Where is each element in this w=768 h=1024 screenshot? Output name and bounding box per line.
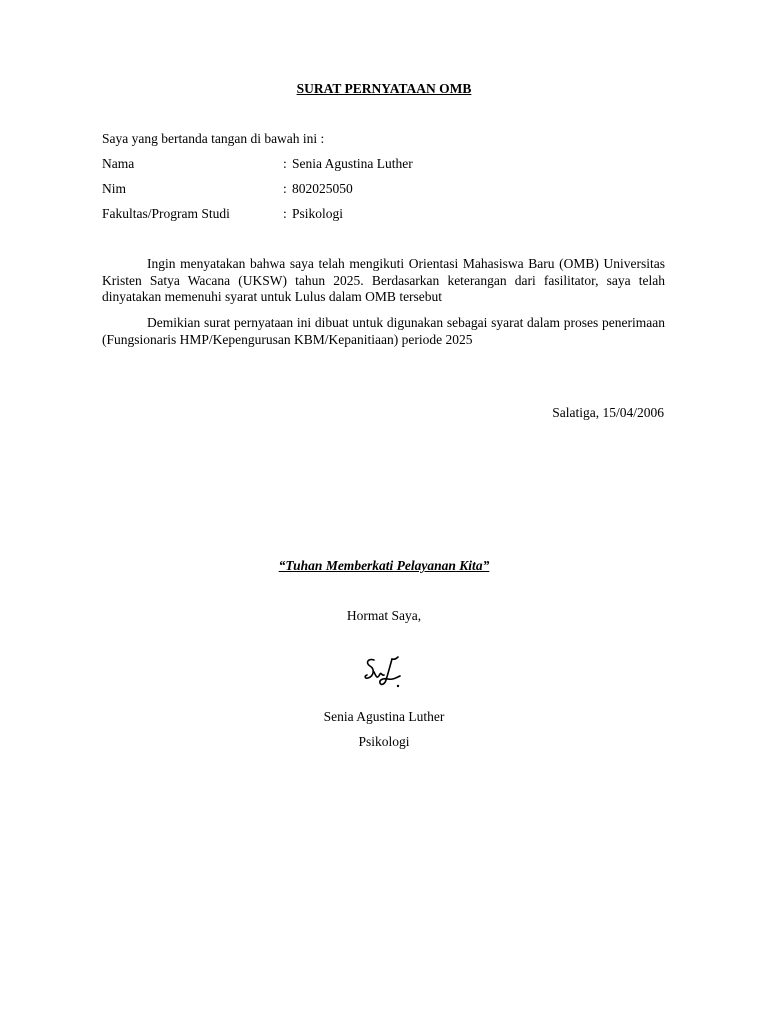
closing-paragraph: Demikian surat pernyataan ini dibuat untuk digunakan sebagai syarat dalam proses penerimaan (Fungsionaris HMP/Kepengurusan KBM/Kepanitiaan) periode 2025 xyxy=(102,315,665,347)
field-row-nama xyxy=(102,156,662,172)
field-label: Nama xyxy=(102,156,135,171)
field-value: Psikologi xyxy=(292,206,344,221)
motto: “Tuhan Memberkati Pelayanan Kita” xyxy=(278,558,490,573)
statement-paragraph: Ingin menyatakan bahwa saya telah mengikuti Orientasi Mahasiswa Baru (OMB) Universitas Kristen Satya Wacana (UKSW) tahun 2025. Berdasarkan keterangan dari fasilitator, saya telah dinyatakan memenuhi syarat untuk Lulus dalam OMB tersebut xyxy=(102,256,665,304)
field-colon: : xyxy=(283,156,287,171)
field-value: 802025050 xyxy=(292,181,353,196)
field-colon: : xyxy=(283,181,287,196)
field-label: Fakultas/Program Studi xyxy=(102,206,230,221)
document-title: SURAT PERNYATAAN OMB xyxy=(296,81,472,96)
field-colon: : xyxy=(283,206,287,221)
signature-image xyxy=(362,654,408,696)
field-row-program xyxy=(102,206,662,222)
closing-salutation: Hormat Saya, xyxy=(346,608,422,623)
field-row-nim xyxy=(102,181,662,197)
signer-name: Senia Agustina Luther xyxy=(323,709,445,724)
field-label: Nim xyxy=(102,181,127,196)
signer-program: Psikologi xyxy=(358,734,410,749)
place-date: Salatiga, 15/04/2006 xyxy=(552,405,664,420)
field-value: Senia Agustina Luther xyxy=(292,156,413,171)
intro-text: Saya yang bertanda tangan di bawah ini : xyxy=(102,131,325,146)
